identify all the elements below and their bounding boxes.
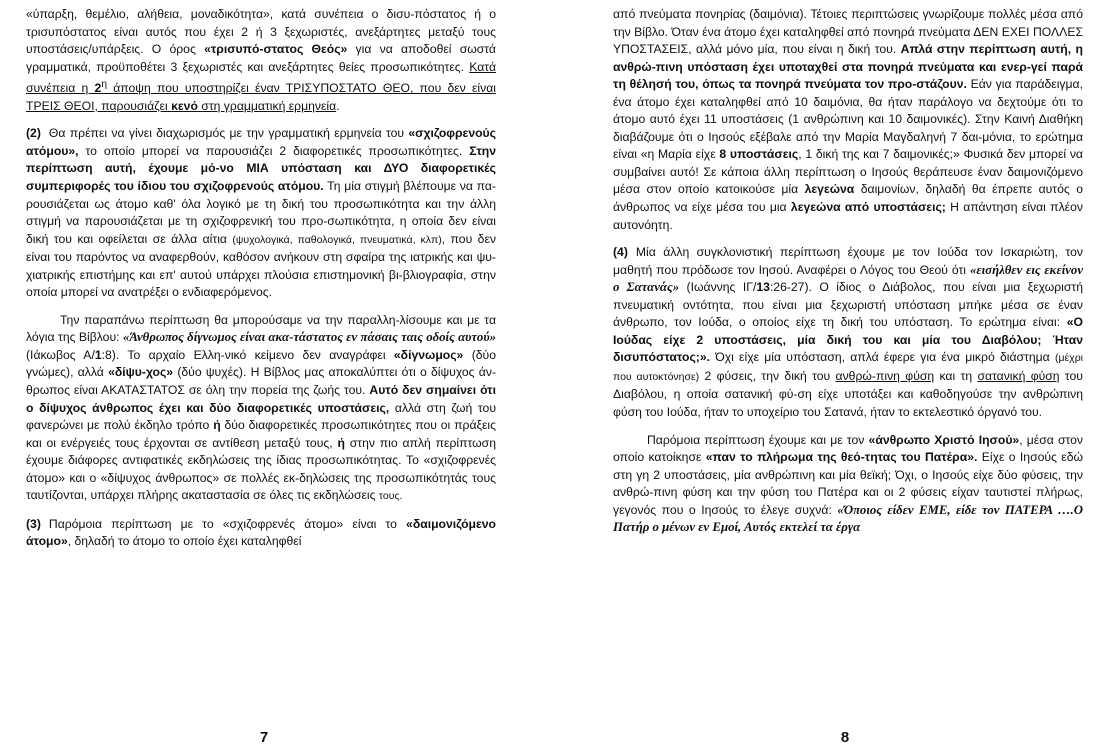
text: του Διαβόλου, η οποία σατανική φύ-ση είχε υποτάξει και καθοδηγούσε την ανθρώπινη φύση του Ιούδα, ήταν το υποχείριο του Σατανά, ήταν το εκτελεστικό όργανό του. bbox=[613, 368, 1083, 420]
text: , δηλαδή το άτομο το οποίο έχει καταληφθεί bbox=[67, 534, 302, 549]
bold-text: κενό bbox=[171, 98, 198, 113]
text: Είχε ο Ιησούς εδώ στη γη 2 υποστάσεις, μία ανθρώπινη και μία θεϊκή; Όχι, ο Ιησούς είχε δύο φύσεις, την ανθρώ-πινη φύση και την φύση του Πατέρα και οι 2 φύσεις είχαν ταυτιστεί πλήρως, γεγονός που ο Ιησούς το έλεγε συχνά: bbox=[613, 450, 1083, 517]
text: Τη μία στιγμή βλέπουμε να πα-ρουσιάζεται ως άτομο καθ' όλα λογικό με τη δική του προσωπικότητα και την άλλη στιγμή να παρουσιάζεται με τη σχιζοφρενική του προ-σωπικότητα, η οποία δεν είναι δική του και οφείλεται σε άλλα αίτια bbox=[26, 178, 496, 246]
bold-text: «παν το πλήρωμα της θεό-τητας του Πατέρα». bbox=[705, 450, 978, 465]
text: Όχι είχε μία υπόσταση, απλά έφερε για ένα μικρό διάστημα bbox=[710, 350, 1055, 365]
paragraph-number: (3) bbox=[26, 516, 41, 531]
page-number-left: 7 bbox=[259, 729, 269, 746]
page-number-right: 8 bbox=[840, 729, 850, 746]
text: (δύο ψυχές). Η Βίβλος μας αποκαλύπτει ότι ο δίψυχος άν-θρωπος είναι ΑΚΑΤΑΣΤΑΤΟΣ σε όλη την πορεία της ζωής του. bbox=[26, 365, 496, 397]
bold-text: «Ο Ιούδας είχε 2 υποστάσεις, μία δική του και μία του Διαβόλου; Ήταν δισυπόστατος;». bbox=[613, 315, 1083, 365]
bold-text: «τρισυπό-στατος Θεός» bbox=[204, 42, 348, 57]
text: :26-27). Ο ίδιος ο Διάβολος, που είναι μια ξεχωριστή πνευματική οντότητα, που είναι μια ξεχωριστή υπόσταση μπήκε μέσα σε έναν άνθρωπο, τον Ιούδα, ο οποίος είχε τη δική του υπόσταση. Το ερώτημα είναι: bbox=[613, 280, 1083, 330]
quote: «Όποιος είδεν ΕΜΕ, είδε τον ΠΑΤΕΡΑ ….Ο Πατήρ ο μένων εν Εμοί, Αυτός εκτελεί τα έργα bbox=[613, 502, 1083, 535]
paragraph-number: (2) bbox=[26, 126, 41, 141]
text: Παρόμοια περίπτωση με το «σχιζοφρενές άτομο» είναι το bbox=[48, 516, 407, 531]
text: για να αποδοθεί σωστά γραμματικά, προϋποθέτει 3 ξεχωριστές και ανεξάρτητες θείες προσωπικότητες. bbox=[26, 42, 496, 74]
text: δαιμονίων, δηλαδή θα έπρεπε αυτός ο άνθρωπος να είχε μέσα του μια bbox=[613, 182, 1083, 215]
text: (Ιωάννης ΙΓ/ bbox=[679, 280, 757, 295]
text: «ύπαρξη, θεμέλιο, αλήθεια, μοναδικότητα», κατά συνέπεια ο δισυ-πόστατος ή ο τρισυπόστατος είναι αυτός που έχει 2 ή 3 ξεχωριστές, ανεξάρτητες μεταξύ τους υποστάσεις/υπάρξεις. Ο όρος bbox=[26, 7, 496, 57]
bold-text: λεγεώνα από υποστάσεις; bbox=[790, 200, 946, 215]
underlined-text: ανθρώ-πινη φύση bbox=[835, 368, 935, 383]
paragraph-3 bbox=[26, 312, 496, 506]
text: άποψη που υποστηρίζει έναν ΤΡΙΣΥΠΟΣΤΑΤΟ ΘΕΟ, που δεν είναι ΤΡΕΙΣ ΘΕΟΙ, παρουσιάζει bbox=[26, 81, 496, 113]
paragraph-1 bbox=[26, 6, 496, 115]
bold-text: Στην περίπτωση αυτή, έχουμε μό-νο ΜΙΑ υπόσταση και ΔΥΟ διαφορετικές συμπεριφορές του ίδιου του σχιζοφρενούς ατόμου. bbox=[26, 143, 496, 193]
bold-text: ή bbox=[337, 435, 345, 450]
bold-text: «άνθρωπο Χριστό Ιησού» bbox=[868, 432, 1020, 447]
text: Εάν για παράδειγμα, ένα άτομο έχει καταληφθεί από 10 δαιμόνια, θα ήταν παράλογο να δεχτούμε ότι το άτομο αυτό έχει 11 υποστάσεις (1 ανθρώπινη και 10 δαιμονικές). Στην Καινή Διαθήκη διαβάζουμε ότι ο Ιησούς εξέβαλε από την Μαρία Μαγδαληνή 7 δαι-μόνια, το ερώτημα είναι «η Μαρία είχε bbox=[613, 77, 1083, 162]
text: (δύο γνώμες), αλλά bbox=[26, 347, 496, 380]
text: :8). Το αρχαίο Ελλη-νικό κείμενο δεν αναγράφει bbox=[101, 347, 394, 362]
small-text: τους. bbox=[378, 490, 403, 503]
paragraph-2 bbox=[26, 125, 496, 301]
text: Η απάντηση είναι πλέον αυτονόητη. bbox=[613, 200, 1083, 232]
bold-text: 2 bbox=[94, 81, 102, 96]
paragraph-4 bbox=[26, 516, 496, 551]
quote: «Άνθρωπος δίγνωμος είναι ακα-τάστατος εν πάσαις ταις οδοίς αυτού» bbox=[122, 330, 496, 345]
bold-text: Αυτό δεν σημαίνει ότι ο δίψυχος άνθρωπος έχει και δύο διαφορετικές υποστάσεις, bbox=[26, 383, 496, 415]
text: Κατά συνέπεια η bbox=[26, 59, 496, 96]
small-text: (μέχρι που αυτοκτόνησε) bbox=[613, 352, 1083, 383]
right-page bbox=[613, 6, 1083, 722]
text: 2 φύσεις, την δική του bbox=[699, 368, 836, 383]
left-page bbox=[26, 6, 496, 722]
text: . bbox=[336, 98, 340, 113]
text: το οποίο μπορεί να παρουσιάζει 2 διαφορετικές προσωπικότητες. bbox=[78, 143, 470, 158]
bold-text: Απλά στην περίπτωση αυτή, η ανθρώ-πινη υπόσταση έχει υποταχθεί στα πονηρά πνεύματα και ενερ-γεί παρά τη θέλησή του, όπως τα πονηρά πνεύματα τον προ-στάζουν. bbox=[613, 42, 1083, 92]
text: , 1 δική της και 7 δαιμονικές;» Φυσικά δεν μπορεί να συμβαίνει αυτό! Σε κάποια άλλη περίπτωση ο Ιησούς θεράπευσε έναν δαιμονιζόμενο μέσα στον οποίο κατοικούσε μία bbox=[613, 147, 1083, 197]
text: , που δεν είναι του παρόντος να αναφερθούν, καθόσον ανήκουν στη σφαίρα της ιατρικής και ψυ-χιατρικής επιστήμης και επ' αυτού υπάρχει πλούσια επιστημονική βι-βλιογραφία, στην οποία μπορεί να ανατρέξει ο ενδιαφερόμενος. bbox=[26, 231, 496, 300]
bold-text: 13 bbox=[756, 280, 770, 295]
text: (Ιάκωβος Α/ bbox=[26, 347, 95, 362]
paragraph-3 bbox=[613, 432, 1083, 537]
text: Μία άλλη συγκλονιστική περίπτωση έχουμε με τον Ιούδα τον Ισκαριώτη, τον μαθητή που πρόδωσε τον Ιησού. Αναφέρει ο Λόγος του Θεού ότι bbox=[613, 245, 1083, 277]
text: από πνεύματα πονηρίας (δαιμόνια). Τέτοιες περιπτώσεις γνωρίζουμε πολλές μέσα από την Βίβλο. Όταν ένα άτομο έχει καταληφθεί από πονηρά πνεύματα ΔΕΝ ΕΧΕΙ ΠΟΛΛΕΣ ΥΠΟΣΤΑΣΕΙΣ, αλλά μόνο μία, που είναι η δική του. bbox=[613, 7, 1083, 57]
bold-text: «δίψυ-χος» bbox=[108, 365, 174, 380]
bold-text: «δαιμονιζόμενο άτομο» bbox=[26, 516, 496, 549]
text: Θα πρέπει να γίνει διαχωρισμός με την γραμματική ερμηνεία του bbox=[48, 126, 409, 141]
text: , μέσα στον οποίο κατοίκησε bbox=[613, 432, 1083, 465]
quote: «εισήλθεν εις εκείνον ο Σατανάς» bbox=[613, 262, 1083, 295]
paragraph-1 bbox=[613, 6, 1083, 234]
paragraph-number: (4) bbox=[613, 245, 628, 260]
bold-text: λεγεώνα bbox=[804, 182, 855, 197]
text: Την παραπάνω περίπτωση θα μπορούσαμε να την παραλλη-λίσουμε και με τα λόγια της Βίβλου: bbox=[26, 312, 496, 345]
bold-text: 8 υποστάσεις bbox=[719, 147, 799, 162]
underlined-text: σατανική φύση bbox=[977, 368, 1060, 383]
text: Παρόμοια περίπτωση έχουμε και με τον bbox=[647, 432, 869, 447]
bold-text: ή bbox=[213, 418, 221, 433]
superscript: η bbox=[101, 79, 107, 91]
paragraph-2 bbox=[613, 244, 1083, 421]
bold-text: «σχιζοφρενούς ατόμου», bbox=[26, 126, 496, 158]
text: στην πιο απλή περίπτωση έχουμε διάφορες αντιφατικές εκδηλώσεις της ίδιας προσωπικότητας. Το «σχιζοφρενές άτομο» και ο «δίψυχος άνθρωπος» σε πολλές εκ-δηλώσεις της προσωπικότητάς τους ταυτίζονται, υπάρχει πλήρης ακαταστασία σε όλες τις εκδηλώσεις bbox=[26, 435, 496, 503]
text: και τη bbox=[934, 368, 978, 383]
bold-text: «δίγνωμος» bbox=[393, 347, 464, 362]
text: δύο διαφορετικές προσωπικότητες που οι πράξεις και οι ενέργειές τους έρχονται σε αντίθεση μεταξύ τους, bbox=[26, 418, 496, 450]
bold-text: 1 bbox=[94, 347, 102, 362]
text: στη γραμματική ερμηνεία bbox=[197, 98, 337, 113]
text: αλλά στη ζωή του φανερώνει με πολύ έκδηλο τρόπο bbox=[26, 400, 496, 433]
small-text: (ψυχολογικά, παθολογικά, πνευματικά, κλπ) bbox=[232, 233, 442, 246]
